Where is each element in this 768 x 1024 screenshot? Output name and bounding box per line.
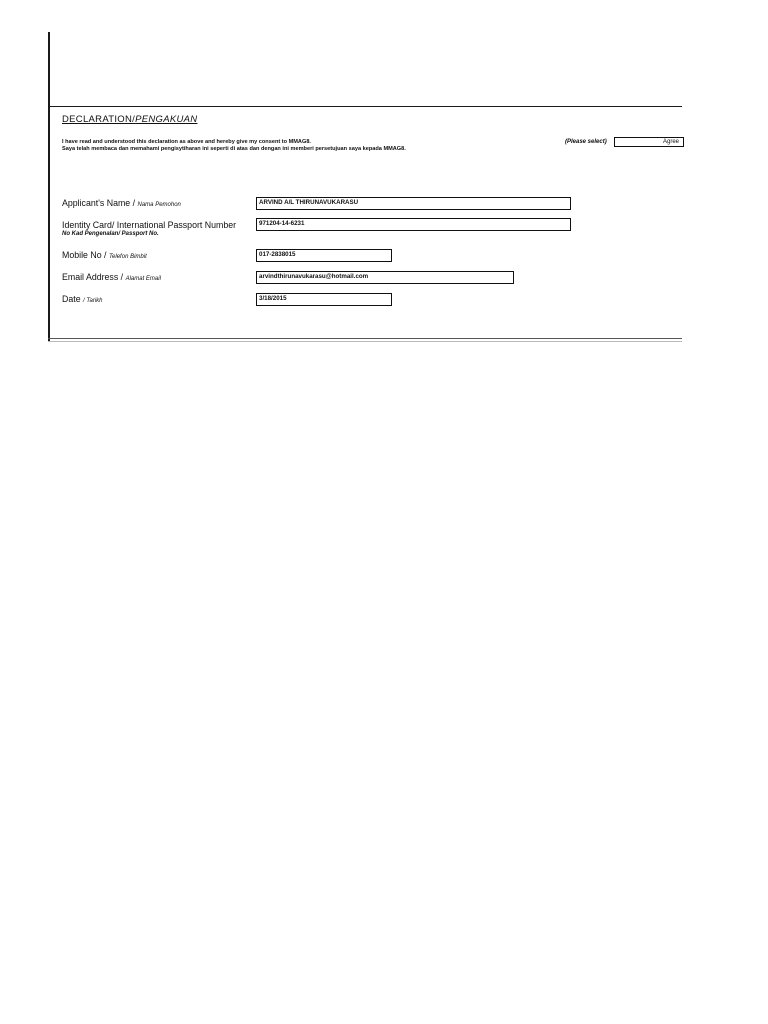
mobile-label-en: Mobile No /: [62, 250, 109, 260]
identity-label-ms: No Kad Pengenalan/ Passport No.: [62, 231, 159, 237]
top-divider: [48, 106, 682, 107]
section-title-en: DECLARATION/: [62, 114, 136, 125]
date-label-en: Date: [62, 294, 84, 304]
declaration-text-ms: Saya telah membaca dan memahami pengisytiharan ini seperti di atas dan dengan ini memberi persetujuan saya kepada MMAG8.: [62, 146, 406, 152]
date-label: [62, 294, 102, 304]
section-title-ms: PENGAKUAN: [135, 114, 198, 125]
section-title: [62, 114, 197, 125]
mobile-field[interactable]: 017-2838015: [256, 249, 392, 262]
applicant-name-label-ms: Nama Pemohon: [137, 202, 181, 208]
identity-field[interactable]: 971204-14-6231: [256, 218, 571, 231]
mobile-label-ms: Telefon Bimbit: [108, 254, 147, 260]
email-label-ms: Alamat Email: [125, 276, 161, 282]
bottom-divider-shadow: [48, 341, 682, 342]
applicant-name-label: [62, 198, 181, 208]
date-label-ms: / Tarikh: [83, 298, 103, 304]
please-select-label: (Please select): [565, 139, 607, 145]
email-field[interactable]: arvindthirunavukarasu@hotmail.com: [256, 271, 514, 284]
mobile-label: [62, 250, 147, 260]
bottom-divider: [48, 338, 682, 339]
identity-label: Identity Card/ International Passport Number: [62, 220, 237, 230]
agree-select[interactable]: Agree: [614, 137, 684, 147]
date-field[interactable]: 3/18/2015: [256, 293, 392, 306]
email-label: [62, 272, 161, 282]
email-label-en: Email Address /: [62, 272, 126, 282]
applicant-name-label-en: Applicant's Name /: [62, 198, 138, 208]
left-border-line: [48, 32, 50, 342]
applicant-name-field[interactable]: ARVIND A/L THIRUNAVUKARASU: [256, 197, 571, 210]
declaration-text-en: I have read and understood this declaration as above and hereby give my consent to MMAG8.: [62, 139, 311, 145]
